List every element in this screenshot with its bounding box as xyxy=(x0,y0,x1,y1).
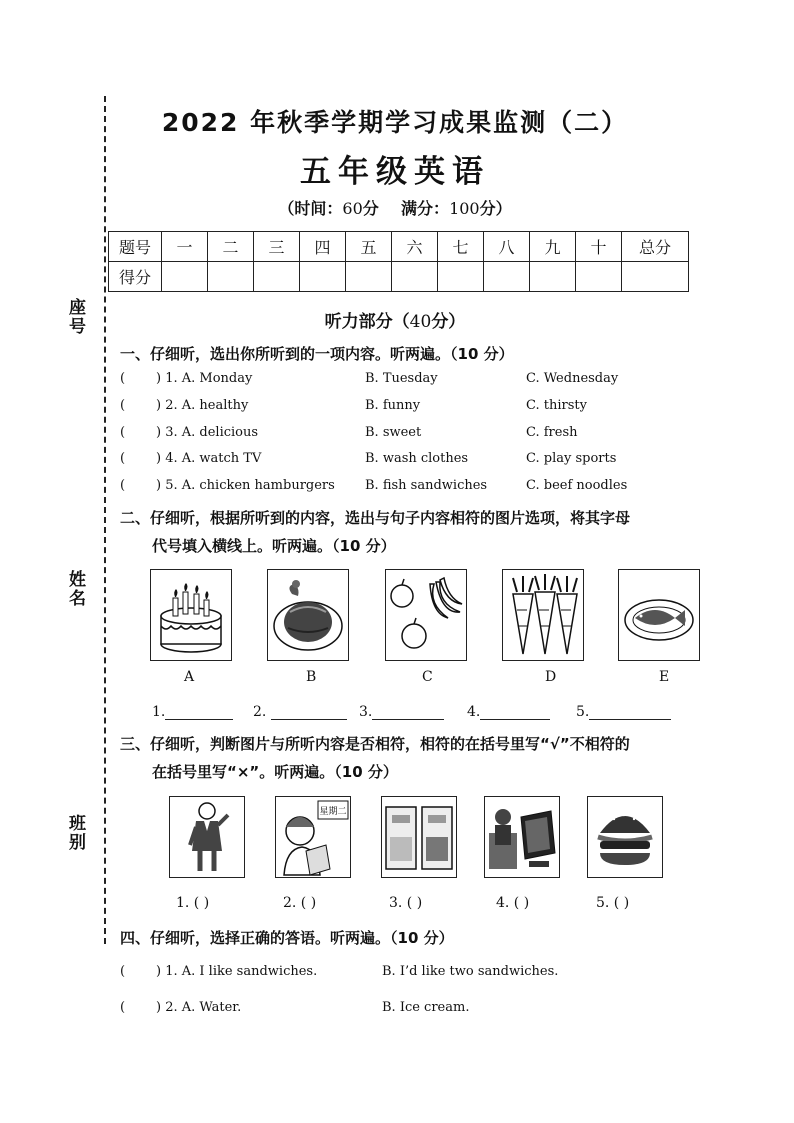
part1-item xyxy=(0,371,794,391)
birthday-cake-icon xyxy=(150,569,232,661)
calendar-text: 星期二 xyxy=(319,807,347,817)
answer-paren[interactable]: ( xyxy=(120,425,126,440)
books-icon xyxy=(381,796,457,878)
part3-title-line1: 三、仔细听，判断图片与所听内容是否相符，相符的在括号里写“√”不相符的 xyxy=(120,735,630,753)
binding-dashed-line xyxy=(104,96,106,944)
judgment-paren[interactable]: 1. ( ) xyxy=(176,895,210,911)
score-entry-cell[interactable] xyxy=(208,262,254,292)
answer-blank[interactable] xyxy=(253,703,347,720)
part4-item xyxy=(0,964,794,984)
option-a: ) 5. A. chicken hamburgers xyxy=(156,478,335,493)
table-cell: 七 xyxy=(438,232,484,262)
part1-item xyxy=(0,425,794,445)
option-c: C. Wednesday xyxy=(526,371,619,386)
option-a: ) 2. A. Water. xyxy=(156,1000,242,1015)
blank-line[interactable] xyxy=(165,703,233,720)
option-a: ) 2. A. healthy xyxy=(156,398,249,413)
option-b: B. fish sandwiches xyxy=(365,478,488,493)
score-entry-cell[interactable] xyxy=(346,262,392,292)
option-a: ) 4. A. watch TV xyxy=(156,451,262,466)
listening-section-title xyxy=(105,307,685,332)
seat-label: 座号 xyxy=(65,298,85,336)
time-unit: 分 xyxy=(362,199,379,218)
answer-blank[interactable] xyxy=(359,703,444,720)
option-c: C. play sports xyxy=(526,451,617,466)
class-label: 班别 xyxy=(65,814,85,852)
answer-paren[interactable]: ( xyxy=(120,964,126,979)
table-cell: 九 xyxy=(530,232,576,262)
blank-number: 5. xyxy=(576,704,590,720)
option-a: ) 1. A. I like sandwiches. xyxy=(156,964,318,979)
apples-bananas-icon xyxy=(385,569,467,661)
table-cell: 二 xyxy=(208,232,254,262)
answer-paren[interactable]: ( xyxy=(120,371,126,386)
time-prefix: （时间： xyxy=(278,199,343,218)
table-cell: 六 xyxy=(392,232,438,262)
part3-title-line2: 在括号里写“×”。听两遍。（10 分） xyxy=(152,763,398,781)
hamburger-icon xyxy=(587,796,663,878)
score-entry-cell[interactable] xyxy=(392,262,438,292)
answer-paren[interactable]: ( xyxy=(120,1000,126,1015)
score-prefix: 满分： xyxy=(401,199,450,218)
part1-item xyxy=(0,478,794,498)
part1-title: 一、仔细听，选出你所听到的一项内容。听两遍。（10 分） xyxy=(120,345,514,363)
picture-label-c: C xyxy=(422,669,433,685)
option-c: C. beef noodles xyxy=(526,478,628,493)
option-a: ) 1. A. Monday xyxy=(156,371,253,386)
option-b: B. sweet xyxy=(365,425,422,440)
table-cell: 三 xyxy=(254,232,300,262)
blank-number: 1. xyxy=(152,704,166,720)
option-b: B. Ice cream. xyxy=(382,1000,470,1015)
score-entry-cell[interactable] xyxy=(254,262,300,292)
blank-number: 3. xyxy=(359,704,373,720)
boy-reading-icon xyxy=(275,796,351,878)
part4-title: 四、仔细听，选择正确的答语。听两遍。（10 分） xyxy=(120,929,454,947)
score-entry-cell[interactable] xyxy=(576,262,622,292)
picture-label-a: A xyxy=(184,669,195,685)
blank-number: 4. xyxy=(467,704,481,720)
option-b: B. wash clothes xyxy=(365,451,469,466)
option-c: C. thirsty xyxy=(526,398,587,413)
picture-label-b: B xyxy=(306,669,317,685)
fish-dish-icon xyxy=(618,569,700,661)
table-cell: 总分 xyxy=(622,232,689,262)
listening-suffix: 分） xyxy=(431,312,466,332)
roast-chicken-icon xyxy=(267,569,349,661)
listening-points: 40 xyxy=(409,312,432,332)
blank-number: 2. xyxy=(253,704,267,720)
blank-line[interactable] xyxy=(589,703,671,720)
exam-subject: 五年级英语 xyxy=(300,154,490,190)
answer-paren[interactable]: ( xyxy=(120,398,126,413)
option-a: ) 3. A. delicious xyxy=(156,425,259,440)
score-entry-cell[interactable] xyxy=(484,262,530,292)
score-entry-cell[interactable] xyxy=(162,262,208,292)
carrots-icon xyxy=(502,569,584,661)
answer-blank[interactable] xyxy=(467,703,550,720)
score-value: 100 xyxy=(449,199,480,218)
score-table-header-row xyxy=(109,232,689,262)
teacher-icon xyxy=(169,796,245,878)
time-score-line xyxy=(105,196,685,219)
judgment-paren[interactable]: 4. ( ) xyxy=(496,895,530,911)
picture-label-e: E xyxy=(659,669,670,685)
name-label: 姓名 xyxy=(65,570,85,608)
option-b: B. I’d like two sandwiches. xyxy=(382,964,559,979)
blank-line[interactable] xyxy=(372,703,444,720)
table-cell: 题号 xyxy=(109,232,162,262)
score-entry-cell[interactable] xyxy=(530,262,576,292)
blank-line[interactable] xyxy=(271,703,347,720)
answer-blank[interactable] xyxy=(152,703,233,720)
answer-paren[interactable]: ( xyxy=(120,478,126,493)
listening-prefix: 听力部分（ xyxy=(324,312,410,332)
part1-item xyxy=(0,398,794,418)
part2-title-line1: 二、仔细听，根据所听到的内容，选出与句子内容相符的图片选项，将其字母 xyxy=(120,509,631,527)
blank-line[interactable] xyxy=(480,703,550,720)
watching-tv-icon xyxy=(484,796,560,878)
part2-title-line2: 代号填入横线上。听两遍。（10 分） xyxy=(152,537,396,555)
time-value: 60 xyxy=(342,199,363,218)
answer-paren[interactable]: ( xyxy=(120,451,126,466)
score-suffix: 分） xyxy=(479,199,512,218)
table-cell: 十 xyxy=(576,232,622,262)
part1-item xyxy=(0,451,794,471)
option-b: B. funny xyxy=(365,398,421,413)
table-cell: 四 xyxy=(300,232,346,262)
part4-item xyxy=(0,1000,794,1020)
table-cell: 得分 xyxy=(109,262,162,292)
score-table xyxy=(108,231,689,292)
score-entry-cell[interactable] xyxy=(300,262,346,292)
picture-label-d: D xyxy=(545,669,557,685)
table-cell: 一 xyxy=(162,232,208,262)
table-cell: 五 xyxy=(346,232,392,262)
score-table-score-row xyxy=(109,262,689,292)
score-entry-cell[interactable] xyxy=(622,262,689,292)
answer-blank[interactable] xyxy=(576,703,671,720)
judgment-paren[interactable]: 3. ( ) xyxy=(389,895,423,911)
judgment-paren[interactable]: 5. ( ) xyxy=(596,895,630,911)
judgment-paren[interactable]: 2. ( ) xyxy=(283,895,317,911)
option-c: C. fresh xyxy=(526,425,578,440)
option-b: B. Tuesday xyxy=(365,371,438,386)
exam-title: 2022 年秋季学期学习成果监测（二） xyxy=(161,108,629,137)
table-cell: 八 xyxy=(484,232,530,262)
score-entry-cell[interactable] xyxy=(438,262,484,292)
